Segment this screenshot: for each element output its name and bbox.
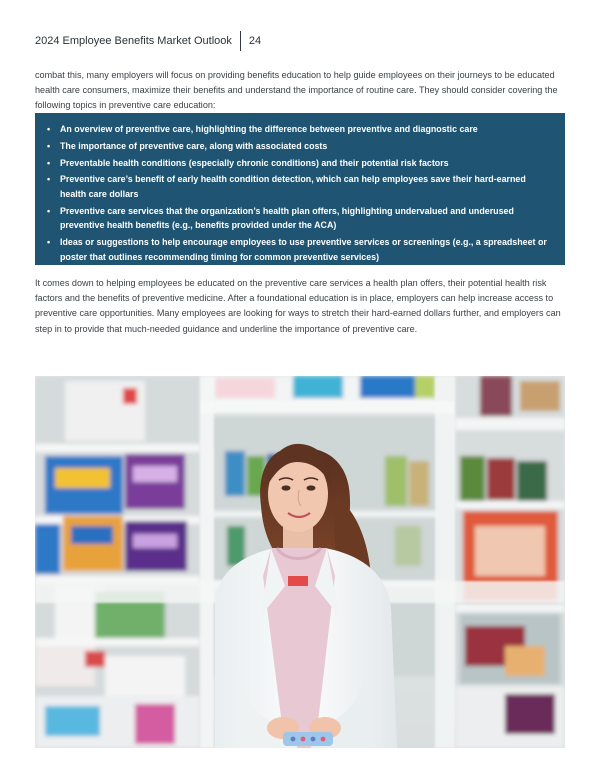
list-item [47, 204, 553, 233]
intro-paragraph: combat this, many employers will focus on providing benefits education to help guide employees on their journeys to be educated health care consumers, maximize their benefits and understand the importance of routine care. They should consider covering the following topics in preventive care education: [35, 70, 558, 111]
list-item-text: The importance of preventive care, along with associated costs [60, 140, 328, 151]
document-title: 2024 Employee Benefits Market Outlook [35, 35, 232, 47]
list-item [47, 172, 553, 201]
list-item [47, 122, 553, 137]
pharmacy-illustration [35, 376, 565, 748]
topics-list [47, 122, 553, 264]
list-item-text: Preventive care services that the organization’s health plan offers, highlighting undervalued and underused preventive health benefits (e.g., benefits provided under the ACA) [60, 205, 514, 231]
list-item-text: An overview of preventive care, highlighting the difference between preventive and diagnostic care [60, 124, 478, 134]
list-item-text: Preventive care’s benefit of early health condition detection, which can help employees save their hard-earned health care dollars [60, 174, 526, 199]
list-item-text: Preventable health conditions (especially chronic conditions) and their potential risk factors [60, 157, 449, 168]
left-shelf [35, 376, 200, 748]
bullet-icon: • [47, 140, 51, 151]
page-header [35, 30, 261, 52]
list-item [47, 139, 553, 154]
pharmacist-photo [35, 376, 565, 748]
list-item [47, 156, 553, 171]
list-item-text: Ideas or suggestions to help encourage employees to use preventive services or screenings (e.g., a spreadsheet or poster that outlines recommending timing for common preventive services) [60, 237, 547, 262]
page-number: 24 [248, 35, 262, 47]
bullet-icon: • [47, 174, 51, 185]
closing-paragraph: It comes down to helping employees be educated on the preventive care services a health plan offers, their potential health risk factors and the benefits of preventive medicine. After a foundational education is in place, employers can help increase access to preventive care opportunities. Many employees are looking for ways to stretch their hard-earned dollars further, and employers can step in to provide that much-needed guidance and underline the importance of preventive care. [35, 278, 561, 334]
bullet-icon: • [47, 124, 51, 134]
preventive-care-topics-callout [35, 113, 565, 265]
bullet-icon: • [47, 237, 51, 248]
list-item [47, 235, 553, 264]
header-divider [240, 31, 241, 51]
bullet-icon: • [47, 157, 51, 168]
bullet-icon: • [47, 205, 51, 216]
right-shelf [455, 376, 565, 748]
